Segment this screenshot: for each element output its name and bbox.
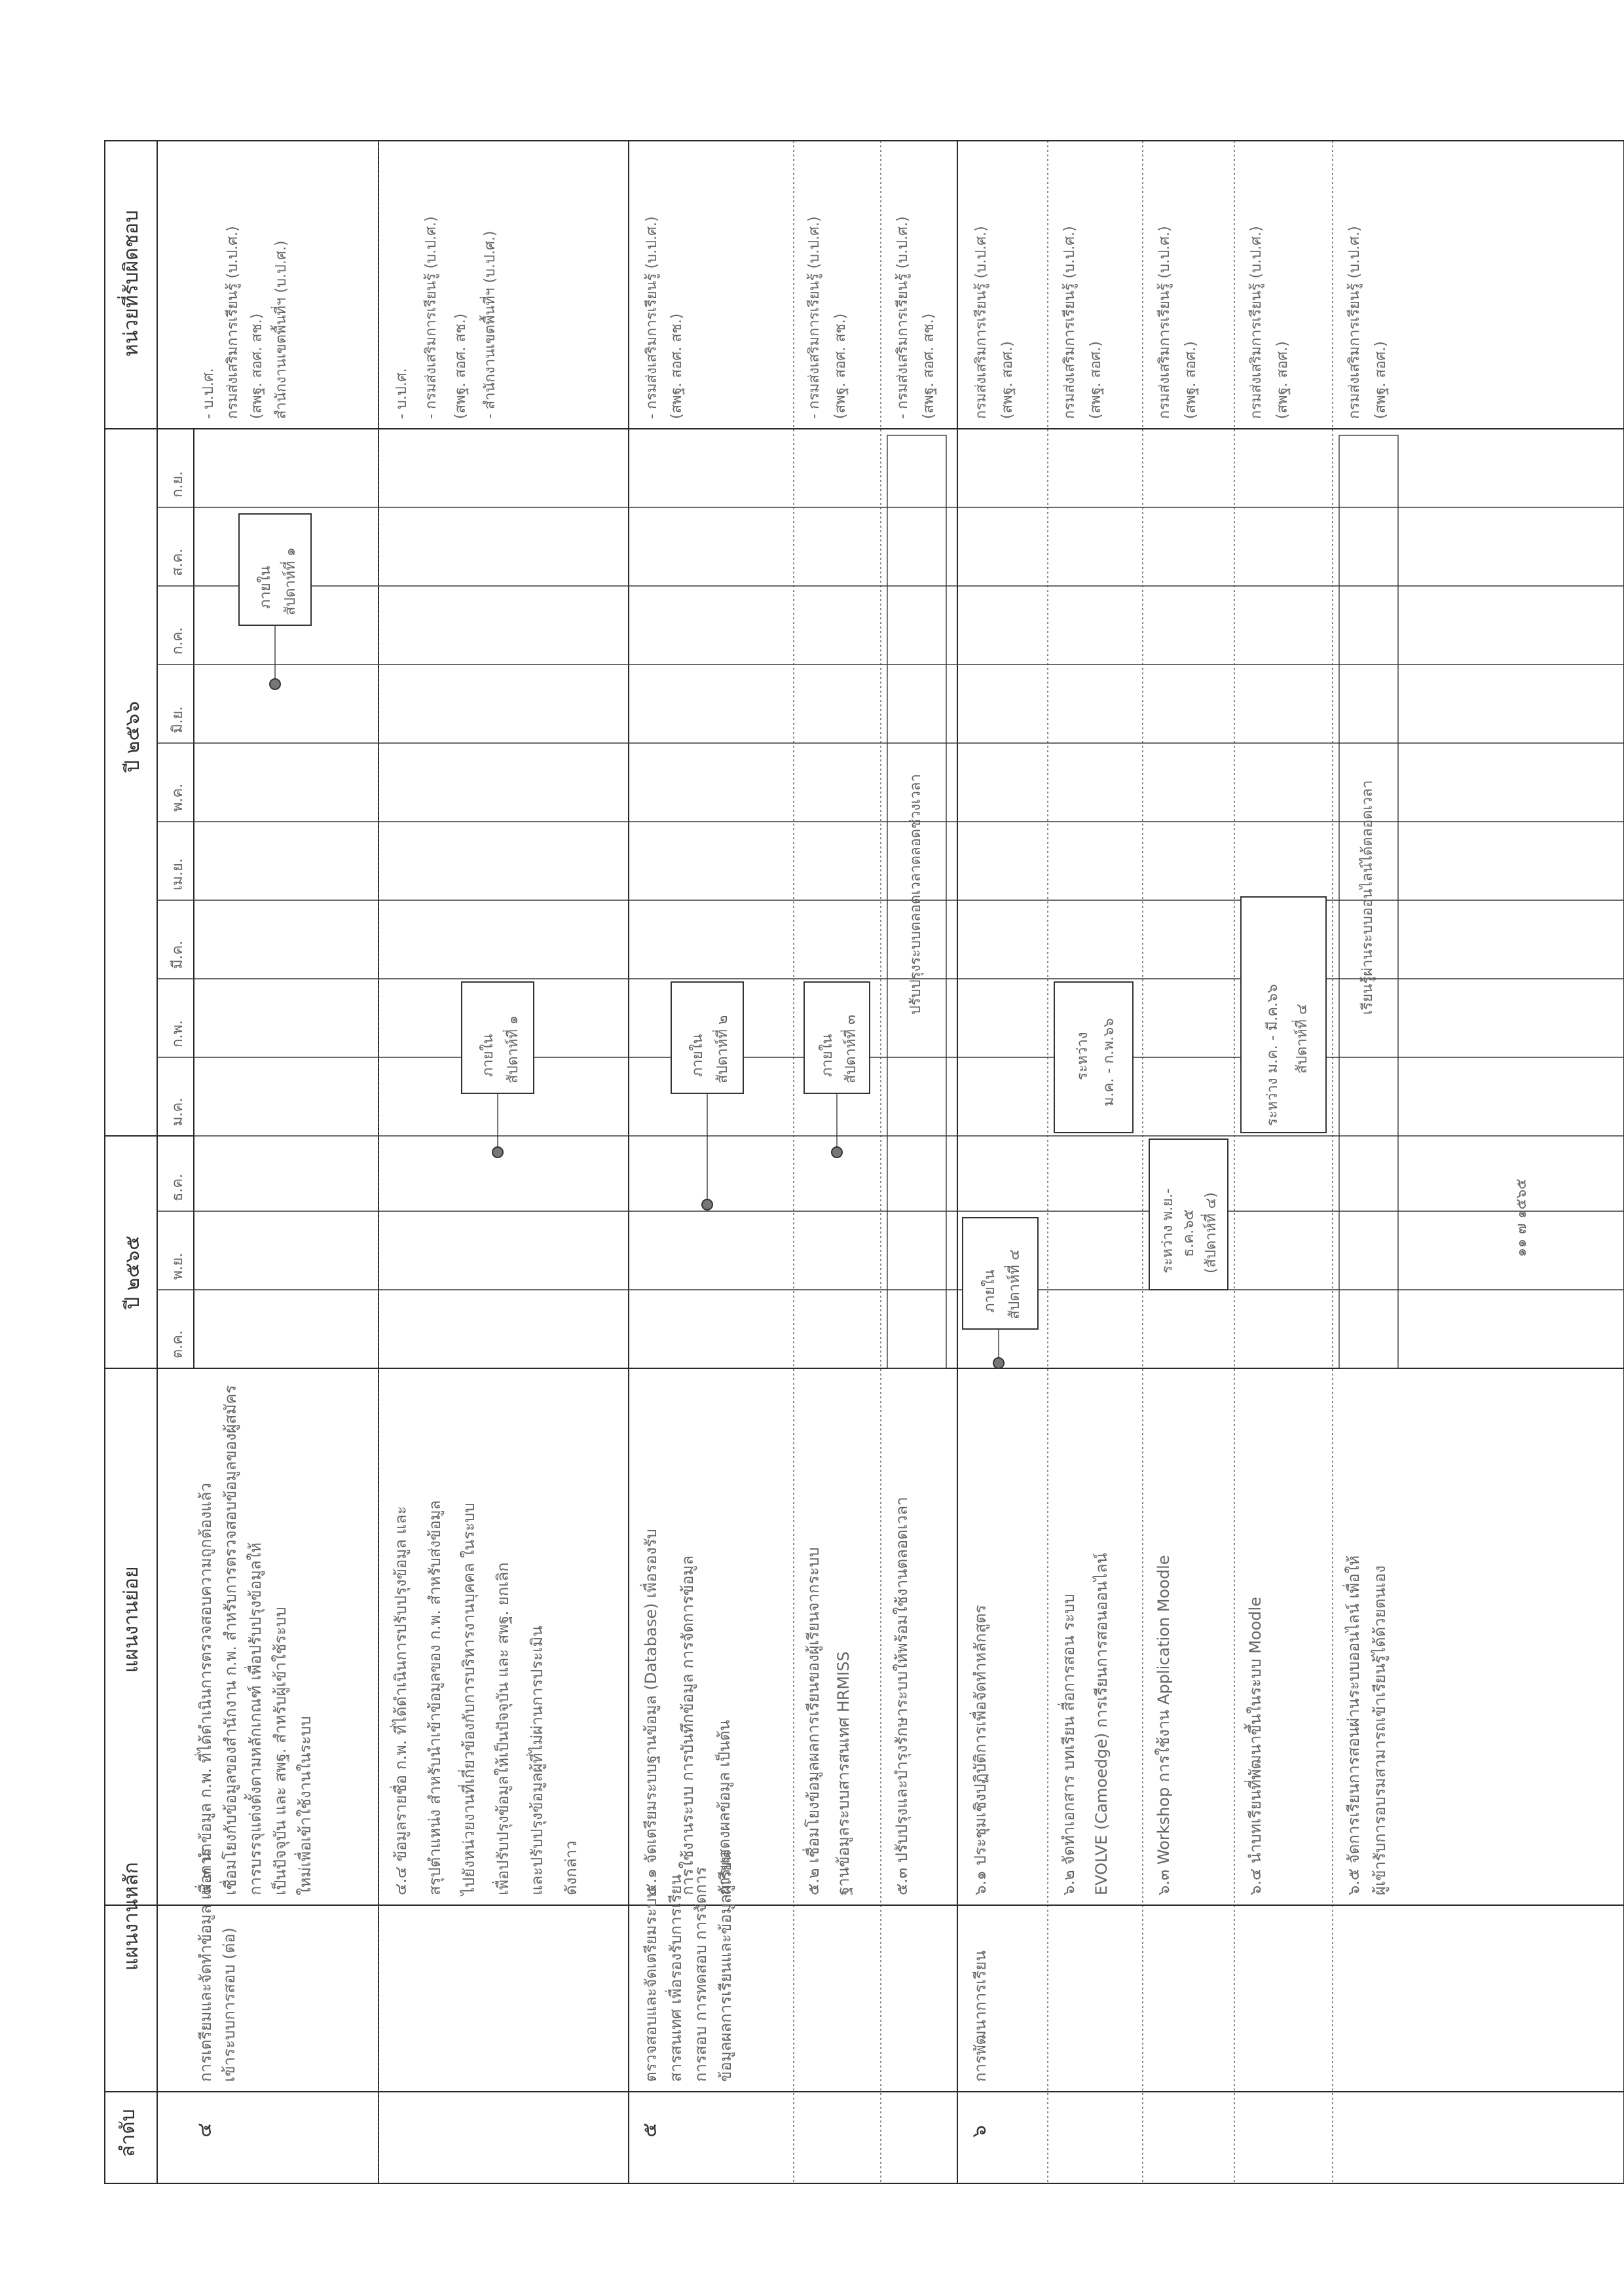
schedule-box (963, 1218, 1038, 1368)
schedule-box-line: สัปดาห์ที่ ๑ (505, 1015, 521, 1084)
group-main-line: ตรวจสอบและจัดเตรียมระบบ (642, 1888, 660, 2082)
schedule-box (1149, 1139, 1228, 1290)
month-label: ต.ค. (170, 1330, 186, 1358)
page-footer: ๑๑ ๗ ๑๕๖๕ (1513, 1178, 1530, 1257)
schedule-span (887, 435, 946, 1368)
row-6-1 (969, 226, 1016, 1895)
schedule-box (804, 982, 870, 1157)
group-seq: ๕ (638, 2123, 661, 2138)
resp-line: (สพฐ. สอศ. สช.) (452, 313, 469, 419)
resp-line: (สพฐ. สอศ.) (1183, 341, 1199, 419)
row-6-3 (1154, 226, 1199, 1895)
schedule-box (462, 982, 534, 1157)
resp-line: - บ.ป.ศ. (200, 368, 217, 419)
schedule-box (671, 982, 743, 1210)
month-labels (170, 471, 186, 1358)
sub-line: EVOLVE (Camoedge) การเรียนการสอนออนไลน์ (1092, 1552, 1111, 1895)
month-label: พ.ค. (170, 783, 186, 812)
resp-line: - กรมส่งเสริมการเรียนรู้ (บ.ป.ศ.) (806, 216, 822, 419)
sub-line: ฐานข้อมูลระบบสารสนเทศ HRMISS (834, 1651, 853, 1895)
month-label: ธ.ค. (170, 1173, 186, 1201)
schedule-box-line: สัปดาห์ที่ ๔ (1294, 1004, 1310, 1074)
month-label: มิ.ย. (170, 706, 186, 733)
schedule-box-line: ภายใน (982, 1269, 998, 1313)
month-label: ส.ค. (170, 548, 186, 576)
sub-line: ๔.๓ นำข้อมูล ก.พ. ที่ได้ดำเนินการตรวจสอบความถูกต้องแล้ว (196, 1483, 215, 1895)
resp-line: (สพฐ. สอศ. สช.) (249, 313, 265, 419)
resp-line: สำนักงานเขตพื้นที่ฯ (บ.ป.ศ.) (273, 240, 289, 419)
resp-line: (สพฐ. สอศ.) (1088, 341, 1104, 419)
resp-line: (สพฐ. สอศ. สช.) (921, 313, 937, 419)
row-4-3 (194, 226, 314, 1895)
schedule-box-line: (สัปดาห์ที่ ๔) (1203, 1192, 1219, 1273)
sub-line: ผู้เข้ารับการอบรมสามารถเข้าเรียนรู้ได้ด้วยตนเอง (1371, 1565, 1389, 1895)
month-label: มี.ค. (170, 940, 186, 969)
schedule-box (239, 514, 311, 689)
sub-line: ดังกล่าว (562, 1840, 580, 1895)
schedule-box-line: ธ.ค.๖๕ (1181, 1209, 1197, 1257)
header-year-2566: ปี ๒๕๖๖ (121, 701, 144, 773)
month-label: ก.ค. (170, 627, 186, 655)
header-responsible: หน่วยที่รับผิดชอบ (120, 210, 143, 357)
month-grid (105, 507, 1624, 1290)
sub-line: ๖.๕ จัดการเรียนการสอนผ่านระบบออนไลน์ เพื่อให้ (1344, 1555, 1363, 1895)
header-year-2565: ปี ๒๕๖๕ (121, 1235, 144, 1309)
schedule-box-line: สัปดาห์ที่ ๒ (714, 1015, 731, 1084)
schedule-box-line: ระหว่าง (1075, 1032, 1091, 1080)
group-main-line: การเตรียมและจัดทำข้อมูล เพื่อการ (196, 1848, 215, 2082)
row-6-5 (1342, 226, 1390, 1895)
sub-line: ใหม่เพื่อเข้าใช้งานในระบบ (296, 1716, 314, 1895)
resp-line: - กรมส่งเสริมการเรียนรู้ (บ.ป.ศ.) (423, 216, 439, 419)
month-label: เม.ย. (170, 858, 186, 890)
resp-line: กรมส่งเสริมการเรียนรู้ (บ.ป.ศ.) (1156, 226, 1173, 419)
schedule-box-line: สัปดาห์ที่ ๑ (282, 547, 299, 615)
sub-line: ๕.๓ ปรับปรุงและบำรุงรักษาระบบให้พร้อมใช้งานตลอดเวลา (893, 1497, 911, 1895)
group-seq: ๔ (193, 2123, 216, 2138)
sub-line: ๖.๑ ประชุมเชิงปฏิบัติการเพื่อจัดทำหลักสูตร (971, 1605, 989, 1895)
sub-line: การใช้งานระบบ การบันทึกข้อมูล การจัดการข้อมูล (678, 1555, 697, 1895)
group-main-line: ข้อมูลผลการเรียนและข้อมูลผู้เรียน (716, 1851, 735, 2082)
schedule-box-line: สัปดาห์ที่ ๓ (843, 1014, 859, 1084)
sub-line: เป็นปัจจุบัน และ สพฐ. สำหรับผู้เข้าใช้ระบบ (271, 1607, 289, 1895)
sub-line: ๕.๒ เชื่อมโยงข้อมูลผลการเรียนของผู้เรียนจากระบบ (804, 1547, 822, 1895)
month-label: ก.ย. (170, 471, 186, 498)
schedule-span (1339, 435, 1398, 1368)
resp-line: - กรมส่งเสริมการเรียนรู้ (บ.ป.ศ.) (644, 216, 660, 419)
resp-line: กรมส่งเสริมการเรียนรู้ (บ.ป.ศ.) (1248, 226, 1264, 419)
header-main-plan: แผนงานหลัก (120, 1862, 143, 1971)
span-text: เรียนรู้ผ่านระบบออนไลน์ได้ตลอดเวลา (1359, 780, 1376, 1015)
resp-line: กรมส่งเสริมการเรียนรู้ (บ.ป.ศ.) (973, 226, 989, 419)
group-main-line: เข้าระบบการสอบ (ต่อ) (220, 1927, 238, 2082)
schedule-box-line: ภายใน (257, 566, 274, 609)
resp-line: (สพฐ. สอศ. สช.) (669, 313, 685, 419)
schedule-box-line: ม.ค. - ก.พ.๖๖ (1101, 1018, 1117, 1106)
sub-line: เพื่อปรับปรุงข้อมูลให้เป็นปัจจุบัน และ สพฐ. ยกเลิก (494, 1562, 512, 1895)
group-main-line: สารสนเทศ เพื่อรองรับการเรียน (667, 1874, 685, 2082)
sub-line: สรุปตำแหน่ง สำหรับนำเข้าข้อมูลของ ก.พ. สำหรับส่งข้อมูล (426, 1500, 444, 1895)
sub-line: ไปยังหน่วยงานที่เกี่ยวข้องกับการบริหารงานบุคคล ในระบบ (460, 1503, 478, 1895)
resp-line: (สพฐ. สอศ.) (1274, 341, 1291, 419)
resp-line: กรมส่งเสริมการเรียนรู้ (บ.ป.ศ.) (1346, 226, 1363, 419)
schedule-box-line: ระหว่าง ม.ค. - มี.ค.๖๖ (1264, 984, 1281, 1126)
sub-line: การแสดงผลข้อมูล เป็นต้น (715, 1720, 733, 1895)
schedule-box-line: สัปดาห์ที่ ๔ (1006, 1249, 1023, 1319)
schedule-box (1241, 897, 1326, 1133)
group-main-line: การสอบ การทดสอบ การจัดการ (692, 1867, 710, 2082)
resp-line: - สำนักงานเขตพื้นที่ฯ (บ.ป.ศ.) (482, 230, 498, 419)
sub-line: ๖.๒ จัดทำเอกสาร บทเรียน สื่อการสอน ระบบ (1060, 1594, 1078, 1895)
schedule-box (1054, 982, 1133, 1133)
schedule-box-line: ภายใน (819, 1034, 836, 1077)
sub-line: ๕.๑ จัดเตรียมระบบฐานข้อมูล (Database) เพื่อรองรับ (642, 1529, 660, 1895)
month-label: ม.ค. (170, 1097, 186, 1126)
group-seq: ๖ (968, 2124, 991, 2138)
sub-line: ๖.๓ Workshop การใช้งาน Application Moodle (1154, 1555, 1173, 1895)
schedule-box-line: ระหว่าง พ.ย.- (1160, 1188, 1176, 1273)
resp-line: - กรมส่งเสริมการเรียนรู้ (บ.ป.ศ.) (895, 216, 911, 419)
month-label: พ.ย. (170, 1252, 186, 1280)
header-seq: ลำดับ (117, 2109, 139, 2157)
resp-line: กรมส่งเสริมการเรียนรู้ (บ.ป.ศ.) (225, 226, 241, 419)
schedule-box-line: ภายใน (690, 1034, 706, 1077)
resp-line: (สพฐ. สอศ.) (1373, 341, 1389, 419)
row-5-3 (893, 216, 937, 1895)
resp-line: (สพฐ. สอศ. สช.) (832, 313, 849, 419)
sub-line: ๔.๔ ข้อมูลรายชื่อ ก.พ. ที่ได้ดำเนินการปรับปรุงข้อมูล และ (392, 1506, 410, 1895)
header-sub-plan: แผนงานย่อย (120, 1566, 143, 1673)
resp-line: กรมส่งเสริมการเรียนรู้ (บ.ป.ศ.) (1061, 226, 1078, 419)
month-label: ก.พ. (170, 1020, 186, 1048)
sub-line: เชื่อมโยงกับข้อมูลของสำนักงาน ก.พ. สำหรับการตรวจสอบข้อมูลของผู้สมัคร (221, 1385, 240, 1895)
sub-line: ๖.๔ นำบทเรียนที่พัฒนาขึ้นในระบบ Moodle (1246, 1597, 1264, 1895)
sub-line: การบรรจุแต่งตั้งตามหลักเกณฑ์ เพื่อปรับปรุงข้อมูลให้ (246, 1542, 265, 1895)
schedule-box-line: ภายใน (480, 1034, 496, 1077)
group-main-line: การพัฒนาการเรียน (971, 1950, 989, 2082)
sub-line: และปรับปรุงข้อมูลผู้ที่ไม่ผ่านการประเมิน (528, 1626, 546, 1895)
span-text: ปรับปรุงระบบตลอดเวลาตลอดช่วงเวลา (908, 774, 924, 1015)
table-frame (105, 141, 1624, 2183)
resp-line: (สพฐ. สอศ.) (999, 341, 1016, 419)
resp-line: - บ.ป.ศ. (394, 368, 410, 419)
